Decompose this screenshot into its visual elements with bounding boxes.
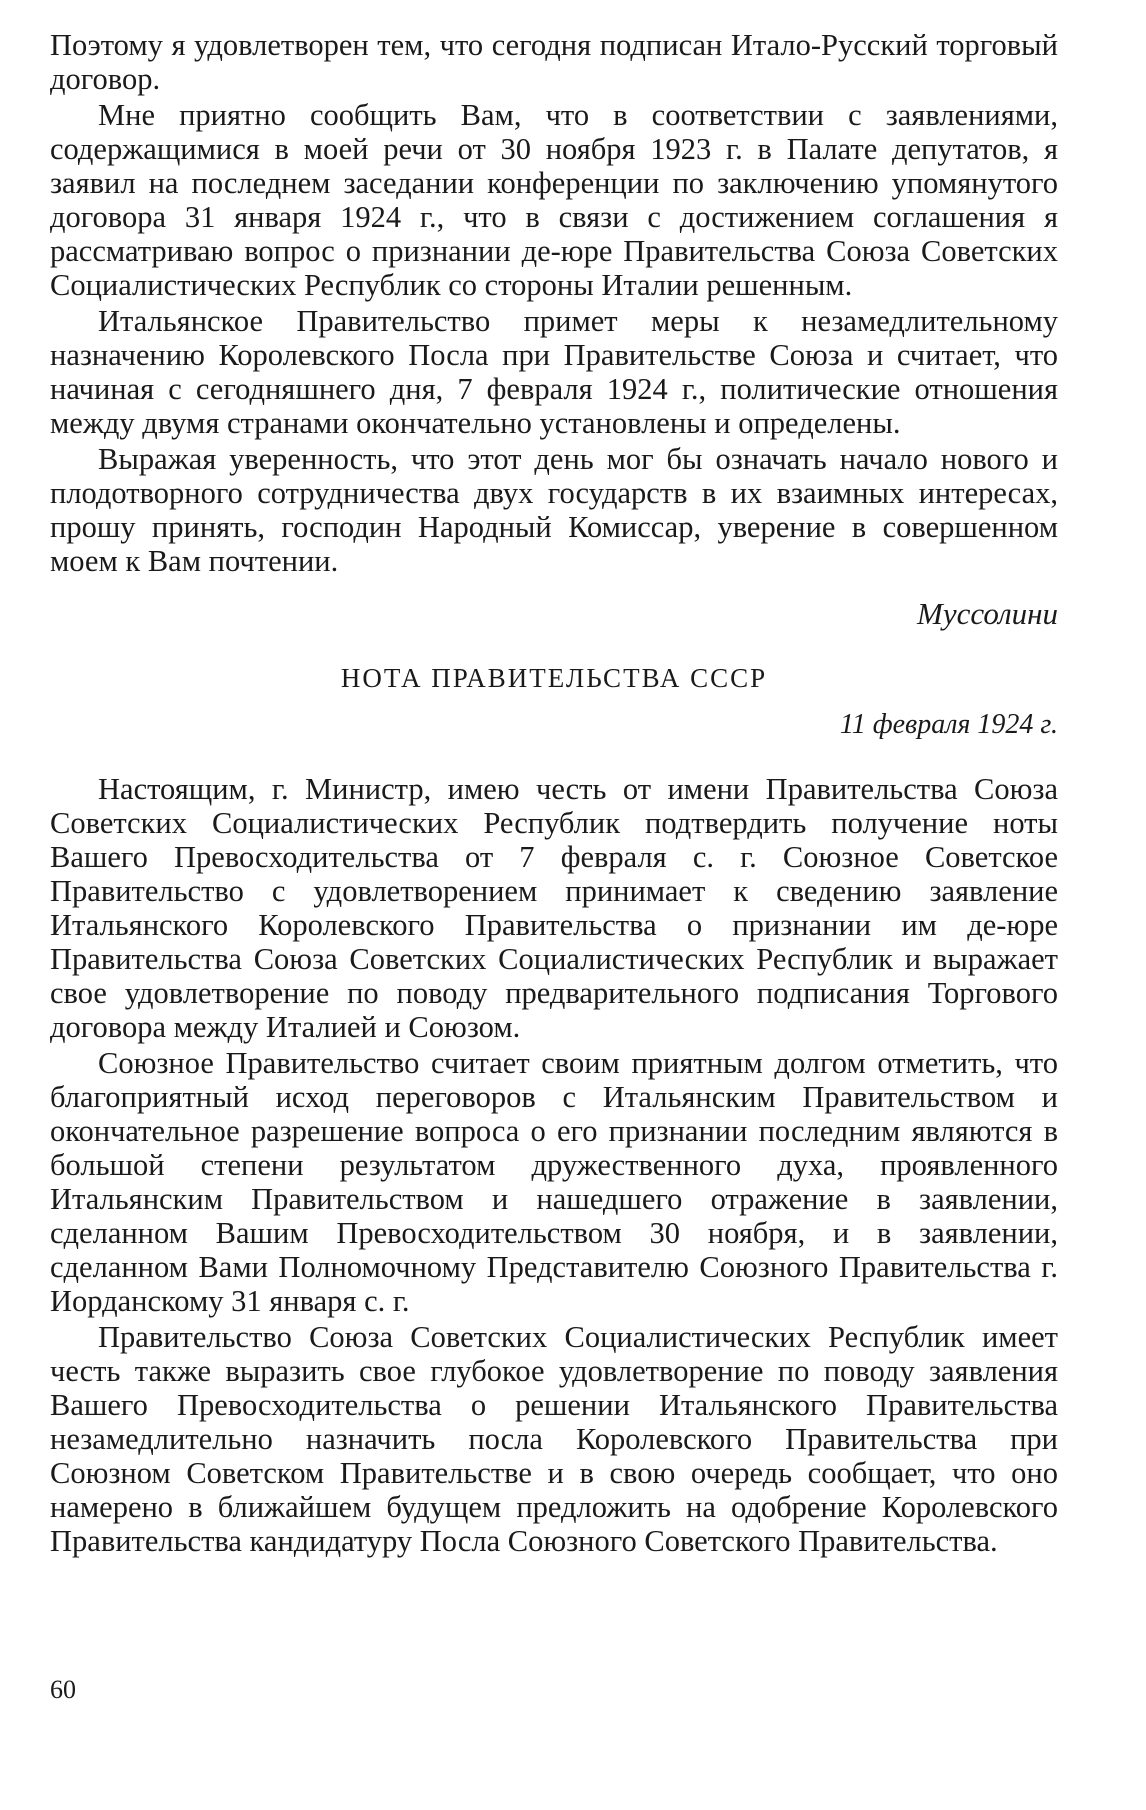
note-paragraph-2: Союзное Правительство считает своим приятным долгом отметить, что благоприятный исход переговоров с Итальянским Правительством и окончательное разрешение вопроса о его признании последним являются в большой степени результатом дружественного духа, проявленного Итальянским Правительством и нашедшего отражение в заявлении, сделанном Вашим Превосходительством 30 ноября, и в заявлении, сделанном Вами Полномочному Представителю Союзного Правительства г. Иорданскому 31 января с. г. bbox=[50, 1046, 1058, 1318]
note-paragraph-3: Правительство Союза Советских Социалистических Республик имеет честь также выразить свое глубокое удовлетворение по поводу заявления Вашего Превосходительства о решении Итальянского Правительства незамедлительно назначить посла Королевского Правительства при Союзном Советском Правительстве и в свою очередь сообщает, что оно намерено в ближайшем будущем предложить на одобрение Королевского Правительства кандидатуру Посла Союзного Советского Правительства. bbox=[50, 1320, 1058, 1558]
letter-paragraph-4: Выражая уверенность, что этот день мог бы означать начало нового и плодотворного сотрудничества двух государств в их взаимных интересах, прошу принять, господин Народный Комиссар, уверение в совершенном моем к Вам почтении. bbox=[50, 442, 1058, 578]
note-date: 11 февраля 1924 г. bbox=[839, 709, 1058, 740]
page-number: 60 bbox=[50, 1675, 76, 1704]
letter-paragraph-3: Итальянское Правительство примет меры к незамедлительному назначению Королевского Посла при Правительстве Союза и считает, что начиная с сегодняшнего дня, 7 февраля 1924 г., политические отношения между двумя странами окончательно установлены и определены. bbox=[50, 304, 1058, 440]
note-paragraph-1: Настоящим, г. Министр, имею честь от имени Правительства Союза Советских Социалистических Республик подтвердить получение ноты Вашего Превосходительства от 7 февраля с. г. Союзное Советское Правительство с удовлетворением принимает к сведению заявление Итальянского Королевского Правительства о признании им де-юре Правительства Союза Советских Социалистических Республик и выражает свое удовлетворение по поводу предварительного подписания Торгового договора между Италией и Союзом. bbox=[50, 772, 1058, 1044]
letter-paragraph-2: Мне приятно сообщить Вам, что в соответствии с заявлениями, содержащимися в моей речи от 30 ноября 1923 г. в Палате депутатов, я заявил на последнем заседании конференции по заключению упомянутого договора 31 января 1924 г., что в связи с достижением соглашения я рассматриваю вопрос о признании де-юре Правительства Союза Советских Социалистических Республик со стороны Италии решенным. bbox=[50, 98, 1058, 302]
letter-paragraph-1: Поэтому я удовлетворен тем, что сегодня подписан Итало-Русский торговый договор. bbox=[50, 28, 1058, 96]
section-title: НОТА ПРАВИТЕЛЬСТВА СССР bbox=[340, 663, 768, 693]
signature: Муссолини bbox=[917, 596, 1058, 631]
letter-body bbox=[50, 28, 1058, 578]
note-body bbox=[50, 772, 1058, 1558]
